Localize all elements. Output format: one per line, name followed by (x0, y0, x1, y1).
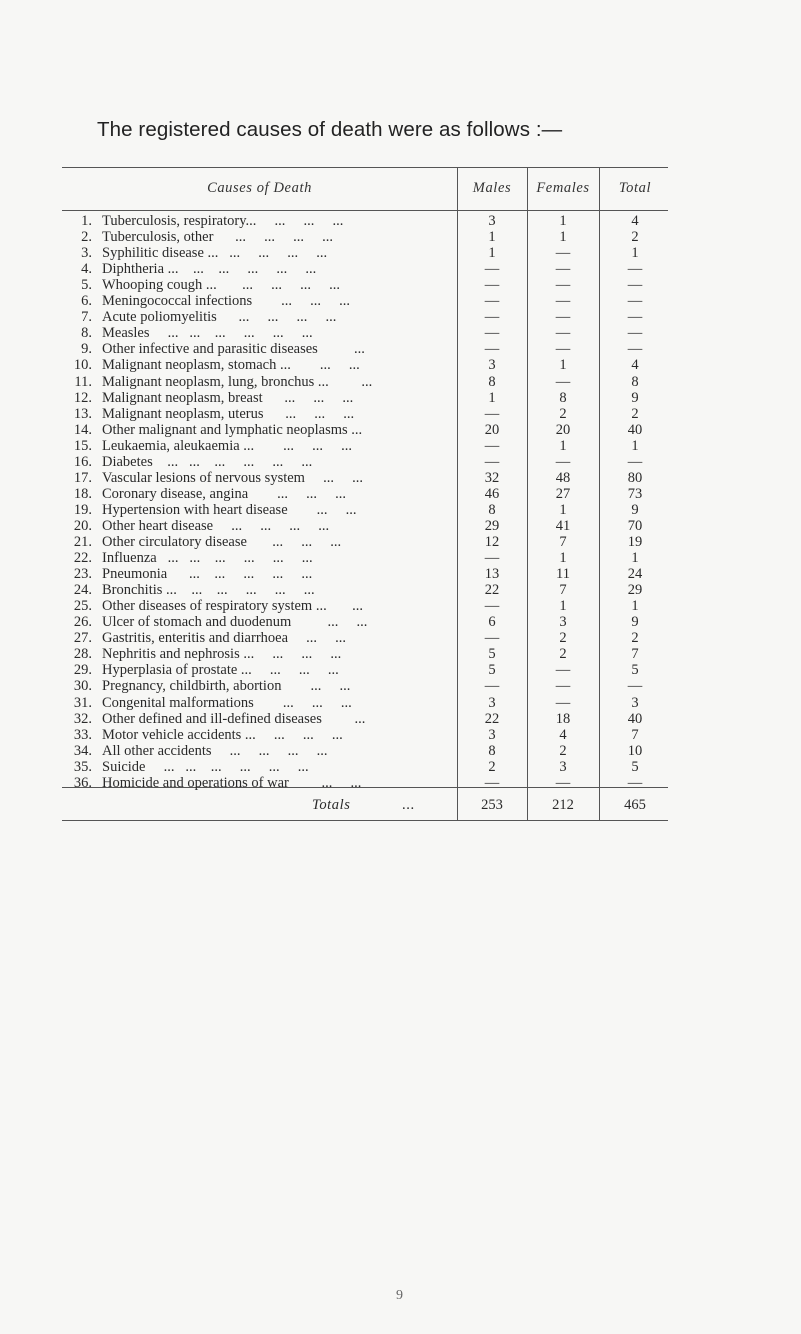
row-males: 13 (484, 566, 500, 583)
header-females: Females (536, 180, 590, 196)
row-males: 8 (488, 373, 496, 390)
row-total: 2 (631, 630, 639, 647)
row-females: — (555, 245, 571, 262)
row-cause: Coronary disease, angina ... ... ... (102, 485, 347, 502)
row-females: 1 (559, 437, 567, 454)
row-total: 73 (627, 485, 643, 502)
row-females: 2 (559, 405, 567, 422)
row-number: 29. (73, 662, 92, 679)
row-females: 20 (555, 421, 571, 438)
row-cause: Influenza ... ... ... ... ... ... (102, 550, 313, 567)
row-females: 1 (559, 598, 567, 615)
table-row (62, 341, 668, 358)
table-row (62, 309, 668, 326)
row-cause: Malignant neoplasm, lung, bronchus ... ... (102, 373, 373, 390)
table-row (62, 422, 668, 439)
row-total: 24 (627, 566, 643, 583)
row-males: — (484, 550, 500, 567)
row-males: 3 (488, 726, 496, 743)
table-row (62, 614, 668, 631)
row-number: 10. (73, 357, 92, 374)
table-row (62, 518, 668, 535)
table-row (62, 566, 668, 583)
row-males: 5 (488, 646, 496, 663)
row-cause: Whooping cough ... ... ... ... ... (102, 277, 341, 294)
row-number: 15. (73, 437, 92, 454)
row-number: 2. (81, 229, 92, 246)
row-number: 6. (81, 293, 92, 310)
row-number: 5. (81, 277, 92, 294)
row-cause: Pneumonia ... ... ... ... ... (102, 566, 313, 583)
row-cause: Suicide ... ... ... ... ... ... (102, 758, 309, 775)
row-females: 1 (559, 501, 567, 518)
row-males: — (484, 774, 500, 791)
row-number: 22. (73, 550, 92, 567)
row-number: 25. (73, 598, 92, 615)
row-number: 14. (73, 421, 92, 438)
row-females: 18 (555, 710, 571, 727)
table-row (62, 598, 668, 615)
row-males: — (484, 453, 500, 470)
row-total: 3 (631, 694, 639, 711)
row-males: 22 (484, 582, 500, 599)
row-number: 18. (73, 485, 92, 502)
row-females: — (555, 325, 571, 342)
header-males: Males (472, 180, 512, 196)
table-row (62, 486, 668, 503)
row-number: 11. (74, 373, 92, 390)
row-females: — (555, 341, 571, 358)
row-total: 9 (631, 389, 639, 406)
table-bottom-rule (62, 820, 668, 821)
totals-dots: ... (402, 797, 415, 813)
row-females: 4 (559, 726, 567, 743)
row-females: — (555, 694, 571, 711)
row-cause: Meningococcal infections ... ... ... (102, 293, 351, 310)
table-row (62, 582, 668, 599)
table-row (62, 662, 668, 679)
row-total: 7 (631, 726, 639, 743)
row-total: — (627, 293, 643, 310)
row-number: 33. (73, 726, 92, 743)
table-row (62, 406, 668, 423)
row-total: 70 (627, 517, 643, 534)
row-males: 8 (488, 501, 496, 518)
row-females: 1 (559, 229, 567, 246)
row-number: 35. (73, 758, 92, 775)
totals-males: 253 (481, 797, 503, 813)
row-males: 12 (484, 534, 500, 550)
row-total: 19 (627, 534, 643, 550)
row-females: — (555, 662, 571, 679)
row-number: 4. (81, 261, 92, 278)
row-males: 2 (488, 758, 496, 775)
row-cause: Measles ... ... ... ... ... ... (102, 325, 313, 342)
table-row (62, 357, 668, 374)
row-females: — (555, 774, 571, 791)
row-females: 27 (555, 485, 571, 502)
row-males: 32 (484, 469, 500, 486)
table-row (62, 534, 668, 551)
row-males: — (484, 261, 500, 278)
row-number: 30. (73, 678, 92, 695)
row-number: 13. (73, 405, 92, 422)
row-cause: Tuberculosis, respiratory... ... ... ... (102, 213, 344, 229)
row-males: — (484, 437, 500, 454)
row-females: 1 (559, 550, 567, 567)
table-row (62, 695, 668, 712)
row-males: 1 (488, 389, 496, 406)
page-number: 9 (396, 1288, 403, 1303)
row-males: — (484, 630, 500, 647)
row-cause: Other malignant and lymphatic neoplasms ... (102, 421, 363, 438)
row-cause: Malignant neoplasm, uterus ... ... ... (102, 405, 355, 422)
row-number: 27. (73, 630, 92, 647)
table-row (62, 390, 668, 407)
row-cause: Nephritis and nephrosis ... ... ... ... (102, 646, 342, 663)
row-number: 23. (73, 566, 92, 583)
table-row (62, 678, 668, 695)
row-cause: Malignant neoplasm, breast ... ... ... (102, 389, 354, 406)
row-total: — (627, 453, 643, 470)
row-females: 3 (559, 614, 567, 631)
row-females: 7 (559, 534, 567, 550)
totals-row (62, 797, 668, 817)
row-total: 1 (631, 245, 639, 262)
row-total: 40 (627, 421, 643, 438)
row-total: 9 (631, 614, 639, 631)
row-females: 8 (559, 389, 567, 406)
totals-label: Totals (312, 797, 351, 813)
totals-females: 212 (552, 797, 574, 813)
header-bottom-rule (62, 210, 668, 211)
row-males: — (484, 325, 500, 342)
row-cause: Malignant neoplasm, stomach ... ... ... (102, 357, 360, 374)
row-females: 48 (555, 469, 571, 486)
row-females: 2 (559, 646, 567, 663)
row-number: 8. (81, 325, 92, 342)
row-total: 1 (631, 437, 639, 454)
row-females: 2 (559, 630, 567, 647)
table-row (62, 229, 668, 246)
row-number: 3. (81, 245, 92, 262)
table-row (62, 775, 668, 792)
row-cause: Homicide and operations of war ... ... (102, 774, 362, 791)
row-number: 16. (73, 453, 92, 470)
row-cause: Motor vehicle accidents ... ... ... ... (102, 726, 343, 743)
row-number: 9. (81, 341, 92, 358)
row-females: 7 (559, 582, 567, 599)
row-males: 1 (488, 245, 496, 262)
row-males: 29 (484, 517, 500, 534)
row-total: 2 (631, 229, 639, 246)
row-total: 40 (627, 710, 643, 727)
table-row (62, 470, 668, 487)
row-number: 34. (73, 742, 92, 759)
table-row (62, 727, 668, 744)
row-number: 26. (73, 614, 92, 631)
table-row (62, 325, 668, 342)
row-males: 46 (484, 485, 500, 502)
row-cause: Ulcer of stomach and duodenum ... ... (102, 614, 368, 631)
row-number: 21. (73, 534, 92, 550)
table-row (62, 374, 668, 391)
table-row (62, 646, 668, 663)
row-cause: Gastritis, enteritis and diarrhoea ... ... (102, 630, 347, 647)
row-total: — (627, 341, 643, 358)
row-males: 5 (488, 662, 496, 679)
table-row (62, 454, 668, 471)
row-cause: Other defined and ill-defined diseases ... (102, 710, 366, 727)
page-heading: The registered causes of death were as follows :— (97, 118, 563, 141)
table-row (62, 438, 668, 455)
row-cause: Congenital malformations ... ... ... (102, 694, 352, 711)
row-males: 6 (488, 614, 496, 631)
table-row (62, 213, 668, 230)
table-row (62, 502, 668, 519)
row-females: 11 (556, 566, 570, 583)
row-number: 32. (73, 710, 92, 727)
row-total: 5 (631, 662, 639, 679)
row-total: 1 (631, 550, 639, 567)
row-total: 80 (627, 469, 643, 486)
row-males: 3 (488, 213, 496, 229)
row-females: 2 (559, 742, 567, 759)
row-total: 4 (631, 357, 639, 374)
row-females: 41 (555, 517, 571, 534)
row-number: 24. (73, 582, 92, 599)
row-females: — (555, 453, 571, 470)
row-total: — (627, 277, 643, 294)
row-cause: Other heart disease ... ... ... ... (102, 517, 330, 534)
row-females: 1 (559, 213, 567, 229)
totals-total: 465 (624, 797, 646, 813)
row-total: 2 (631, 405, 639, 422)
row-females: 1 (559, 357, 567, 374)
row-females: — (555, 277, 571, 294)
row-total: 4 (631, 213, 639, 229)
row-cause: Vascular lesions of nervous system ... ... (102, 469, 363, 486)
row-total: 5 (631, 758, 639, 775)
row-total: 1 (631, 598, 639, 615)
header-causes: Causes of Death (207, 180, 312, 196)
row-total: 8 (631, 373, 639, 390)
row-number: 20. (73, 517, 92, 534)
row-cause: Hyperplasia of prostate ... ... ... ... (102, 662, 339, 679)
row-males: 8 (488, 742, 496, 759)
row-males: — (484, 293, 500, 310)
row-males: — (484, 598, 500, 615)
row-total: 29 (627, 582, 643, 599)
row-total: 9 (631, 501, 639, 518)
row-cause: Acute poliomyelitis ... ... ... ... (102, 309, 337, 326)
row-males: — (484, 341, 500, 358)
row-males: 20 (484, 421, 500, 438)
row-cause: Bronchitis ... ... ... ... ... ... (102, 582, 315, 599)
row-males: — (484, 678, 500, 695)
row-number: 12. (73, 389, 92, 406)
row-males: 1 (488, 229, 496, 246)
table-row (62, 759, 668, 776)
row-total: 7 (631, 646, 639, 663)
row-cause: Diphtheria ... ... ... ... ... ... (102, 261, 317, 278)
row-males: 3 (488, 357, 496, 374)
row-males: — (484, 309, 500, 326)
row-cause: Other infective and parasitic diseases ... (102, 341, 365, 358)
row-total: — (627, 261, 643, 278)
row-cause: Hypertension with heart disease ... ... (102, 501, 357, 518)
table-row (62, 261, 668, 278)
row-females: — (555, 373, 571, 390)
row-number: 28. (73, 646, 92, 663)
table-row (62, 743, 668, 760)
row-males: 3 (488, 694, 496, 711)
row-total: — (627, 309, 643, 326)
table-row (62, 293, 668, 310)
row-cause: Syphilitic disease ... ... ... ... ... (102, 245, 328, 262)
row-females: — (555, 261, 571, 278)
row-cause: Other circulatory disease ... ... ... (102, 534, 342, 550)
row-males: — (484, 277, 500, 294)
table-row (62, 711, 668, 728)
row-females: — (555, 309, 571, 326)
row-number: 7. (81, 309, 92, 326)
row-cause: Other diseases of respiratory system ... ... (102, 598, 363, 615)
row-females: — (555, 678, 571, 695)
row-cause: All other accidents ... ... ... ... (102, 742, 328, 759)
table-row (62, 277, 668, 294)
row-cause: Leukaemia, aleukaemia ... ... ... ... (102, 437, 353, 454)
row-total: — (627, 678, 643, 695)
table-row (62, 550, 668, 567)
row-number: 36. (73, 774, 92, 791)
row-number: 1. (81, 213, 92, 229)
row-cause: Tuberculosis, other ... ... ... ... (102, 229, 334, 246)
row-females: 3 (559, 758, 567, 775)
table-row (62, 245, 668, 262)
row-number: 19. (73, 501, 92, 518)
row-number: 31. (73, 694, 92, 711)
header-total: Total (618, 180, 652, 196)
row-cause: Pregnancy, childbirth, abortion ... ... (102, 678, 351, 695)
row-males: 22 (484, 710, 500, 727)
row-males: — (484, 405, 500, 422)
table-row (62, 630, 668, 647)
row-total: — (627, 774, 643, 791)
row-cause: Diabetes ... ... ... ... ... ... (102, 453, 313, 470)
row-females: — (555, 293, 571, 310)
row-number: 17. (73, 469, 92, 486)
row-total: 10 (627, 742, 643, 759)
row-total: — (627, 325, 643, 342)
